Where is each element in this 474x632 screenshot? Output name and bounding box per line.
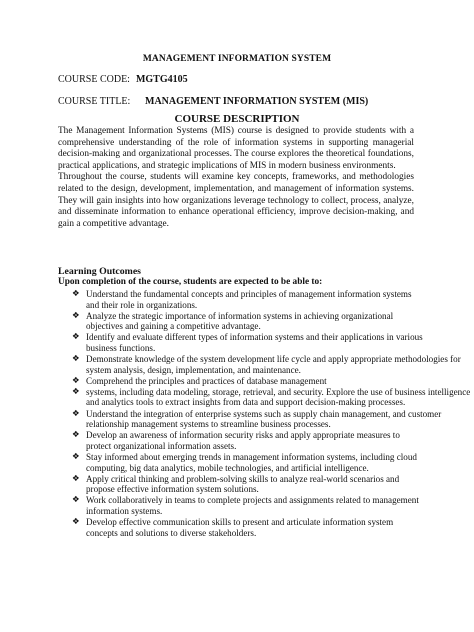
- course-code-value: MGTG4105: [135, 74, 188, 85]
- diamond-bullet-icon: ❖: [72, 473, 80, 484]
- diamond-bullet-icon: ❖: [72, 408, 80, 419]
- outcome-text: Develop an awareness of information security risks and apply appropriate measures to protect organizational information assets.: [86, 430, 400, 451]
- diamond-bullet-icon: ❖: [72, 451, 80, 462]
- document-title: MANAGEMENT INFORMATION SYSTEM: [142, 54, 332, 64]
- diamond-bullet-icon: ❖: [72, 375, 80, 386]
- outcome-text: Analyze the strategic importance of information systems in achieving organizational objectives and gaining a competitive advantage.: [86, 310, 394, 332]
- outcome-item: [72, 474, 426, 495]
- learning-outcomes-heading: Learning Outcomes: [58, 266, 141, 277]
- outcome-text: Work collaboratively in teams to complete projects and assignments related to management information systems.: [86, 495, 419, 516]
- outcome-item: [72, 332, 426, 353]
- outcome-item: [72, 376, 474, 387]
- outcome-text: Understand the integration of enterprise systems such as supply chain management, and customer relationship management systems to streamline business processes.: [86, 408, 442, 430]
- description-paragraph-2: Throughout the course, students will examine key concepts, frameworks, and methodologies related to the design, development, implementation, and management of information systems. They will gain insights into how organizations leverage technology to collect, process, analyze, and disseminate information to enhance operational efficiency, improve decision-making, and gain a competitive advantage.: [58, 172, 414, 229]
- outcome-text: Understand the fundamental concepts and principles of management information systems and their role in organizations.: [86, 289, 412, 310]
- outcome-item: [72, 311, 426, 332]
- outcome-text: systems, including data modeling, storage, retrieval, and security. Explore the use of business intelligence and analytics tools to extract insights from data and support decision-making processes.: [86, 386, 471, 408]
- outcome-text: Identify and evaluate different types of information systems and their applications in various business functions.: [86, 332, 423, 353]
- course-code-row: [58, 74, 188, 85]
- outcome-item: [72, 430, 426, 451]
- description-paragraph-1: The Management Information Systems (MIS) course is designed to provide students with a comprehensive understanding of the role of information systems in supporting managerial decision-making and organizational processes. The course explores the theoretical foundations, practical applications, and strategic implications of MIS in modern business environments.: [58, 126, 414, 171]
- diamond-bullet-icon: ❖: [72, 430, 80, 441]
- outcome-item: [72, 517, 426, 538]
- course-title-row: [58, 96, 368, 107]
- outcome-text: Comprehend the principles and practices of database management: [86, 375, 327, 386]
- learning-outcomes-list: [72, 289, 470, 539]
- outcome-text: Demonstrate knowledge of the system development life cycle and apply appropriate methodologies for system analysis, design, implementation, and maintenance.: [86, 354, 461, 375]
- outcome-text: Apply critical thinking and problem-solving skills to analyze real-world scenarios and propose effective information system solutions.: [86, 473, 400, 495]
- diamond-bullet-icon: ❖: [72, 310, 80, 321]
- outcome-text: Develop effective communication skills to present and articulate information system concepts and solutions to diverse stakeholders.: [86, 516, 394, 538]
- course-title-label: COURSE TITLE:: [58, 96, 131, 107]
- learning-outcomes-intro: Upon completion of the course, students are expected to be able to:: [58, 277, 323, 287]
- outcome-item: [72, 452, 426, 473]
- course-title-value: MANAGEMENT INFORMATION SYSTEM (MIS): [145, 96, 369, 107]
- diamond-bullet-icon: ❖: [72, 332, 80, 343]
- diamond-bullet-icon: ❖: [72, 495, 80, 506]
- course-description-heading: COURSE DESCRIPTION: [174, 113, 300, 125]
- course-description: [58, 126, 414, 230]
- outcome-item: [72, 409, 474, 430]
- diamond-bullet-icon: ❖: [72, 354, 80, 365]
- diamond-bullet-icon: ❖: [72, 516, 80, 527]
- outcome-item: [72, 354, 474, 375]
- diamond-bullet-icon: ❖: [72, 289, 80, 299]
- course-code-label: COURSE CODE:: [58, 74, 130, 85]
- outcome-text: Stay informed about emerging trends in management information systems, including cloud computing, big data analytics, mobile technologies, and artificial intelligence.: [86, 451, 417, 473]
- outcome-item: [72, 289, 426, 310]
- outcome-item: [72, 387, 474, 408]
- diamond-bullet-icon: ❖: [72, 386, 80, 397]
- outcome-item: [72, 495, 426, 516]
